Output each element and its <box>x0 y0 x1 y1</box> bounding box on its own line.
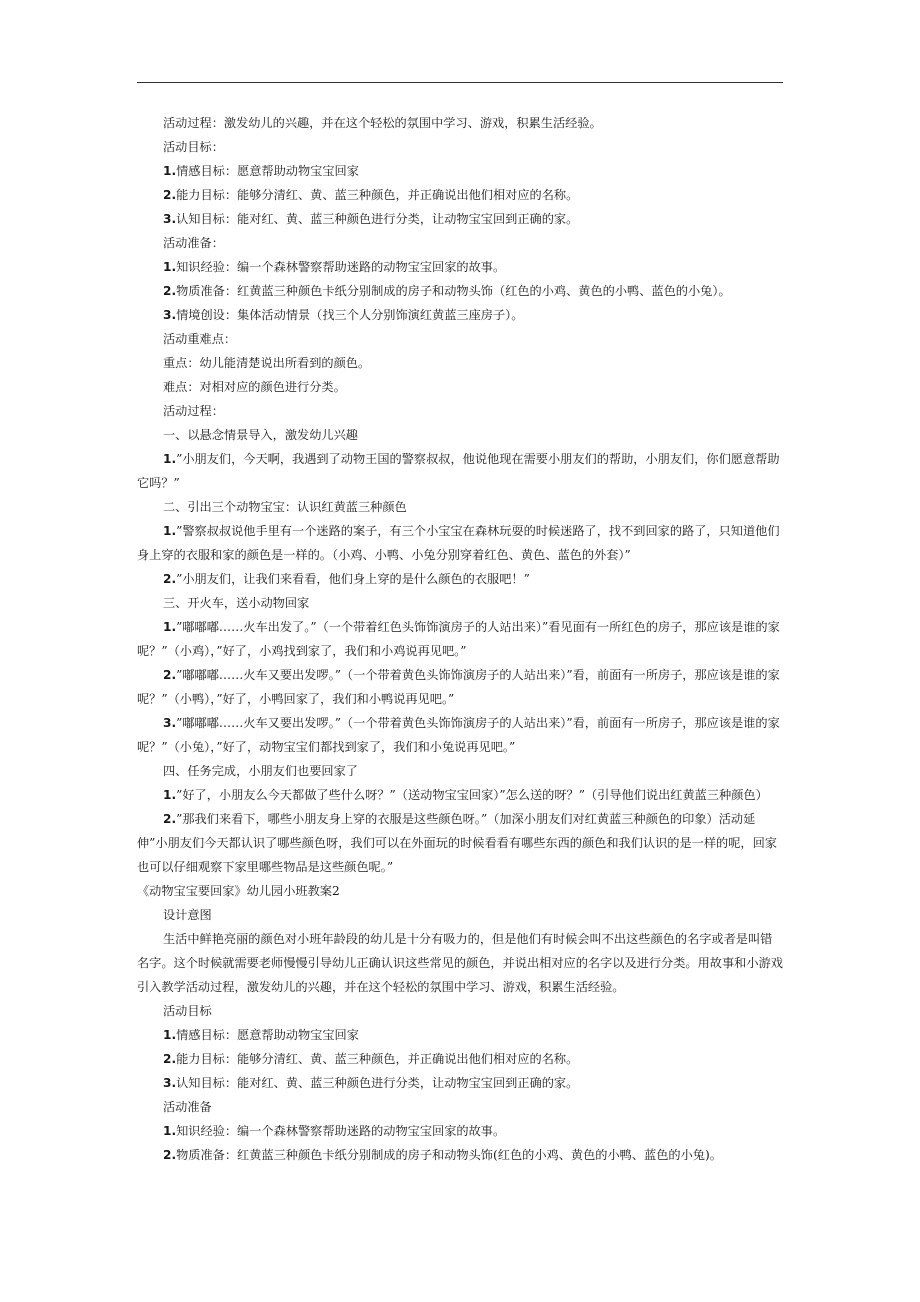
paragraph-text: 情感目标：愿意帮助动物宝宝回家 <box>176 164 359 178</box>
paragraph-text: 难点：对相对应的颜色进行分类。 <box>163 380 346 394</box>
paragraph <box>137 783 783 807</box>
paragraph-text: ”小朋友们，今天啊，我遇到了动物王国的警察叔叔，他说他现在需要小朋友们的帮助，小朋友们，你们愿意帮助它吗？” <box>137 452 780 490</box>
list-number: 1. <box>163 524 177 538</box>
list-number: 1. <box>163 452 177 466</box>
list-number: 1. <box>163 260 177 274</box>
paragraph <box>137 351 783 375</box>
list-number: 2. <box>163 1148 177 1162</box>
paragraph <box>137 567 783 591</box>
document-body <box>137 111 783 1167</box>
paragraph-text: 认知目标：能对红、黄、蓝三种颜色进行分类，让动物宝宝回到正确的家。 <box>176 1076 579 1090</box>
paragraph <box>137 591 783 615</box>
paragraph-text: 活动目标 <box>163 1004 212 1018</box>
paragraph <box>137 255 783 279</box>
list-number: 2. <box>163 572 177 586</box>
paragraph-text: 活动准备 <box>163 1100 212 1114</box>
list-number: 3. <box>163 1076 177 1090</box>
paragraph-text: 三、开火车，送小动物回家 <box>163 596 310 610</box>
paragraph-text: 活动过程：激发幼儿的兴趣，并在这个轻松的氛围中学习、游戏，积累生活经验。 <box>163 116 602 130</box>
paragraph <box>137 135 783 159</box>
paragraph <box>137 759 783 783</box>
paragraph-text: ”小朋友们，让我们来看看，他们身上穿的是什么颜色的衣服吧！” <box>176 572 530 586</box>
paragraph-text: ”好了，小朋友么今天都做了些什么呀？”（送动物宝宝回家）”怎么送的呀？”（引导他们说出红黄蓝三种颜色） <box>176 788 768 802</box>
paragraph <box>137 159 783 183</box>
paragraph <box>137 1119 783 1143</box>
paragraph-text: ”嘟嘟嘟……火车出发了。”（一个带着红色头饰饰演房子的人站出来）”看见面有一所红色的房子，那应该是谁的家呢？”（小鸡），”好了，小鸡找到家了，我们和小鸡说再见吧。” <box>137 620 780 658</box>
paragraph-text: 二、引出三个动物宝宝：认识红黄蓝三种颜色 <box>163 500 407 514</box>
paragraph <box>137 1047 783 1071</box>
paragraph <box>137 327 783 351</box>
paragraph <box>137 1095 783 1119</box>
list-number: 2. <box>163 188 177 202</box>
paragraph <box>137 207 783 231</box>
paragraph <box>137 807 783 879</box>
list-number: 2. <box>163 284 177 298</box>
paragraph <box>137 519 783 567</box>
paragraph <box>137 903 783 927</box>
paragraph <box>137 231 783 255</box>
paragraph-text: 能力目标：能够分清红、黄、蓝三种颜色，并正确说出他们相对应的名称。 <box>176 1052 579 1066</box>
paragraph-text: 物质准备：红黄蓝三种颜色卡纸分别制成的房子和动物头饰(红色的小鸡、黄色的小鸭、蓝色的小兔)。 <box>176 1148 722 1162</box>
paragraph-text: ”那我们来看下，哪些小朋友身上穿的衣服是这些颜色呀。”（加深小朋友们对红黄蓝三种颜色的印象）活动延伸”小朋友们今天都认识了哪些颜色呀，我们可以在外面玩的时候看看有哪些东西的颜色和我们认识的是一样的呢，回家也可以仔细观察下家里哪些物品是这些颜色呢。” <box>137 812 777 874</box>
paragraph <box>137 279 783 303</box>
paragraph-text: ”嘟嘟嘟……火车又要出发啰。”（一个带着黄色头饰饰演房子的人站出来）”看，前面有一所房子，那应该是谁的家呢？”（小鸭），”好了，小鸭回家了，我们和小鸭说再见吧。” <box>137 668 780 706</box>
list-number: 1. <box>163 788 177 802</box>
paragraph-text: 情境创设：集体活动情景（找三个人分别饰演红黄蓝三座房子）。 <box>176 308 524 322</box>
paragraph-text: 能力目标：能够分清红、黄、蓝三种颜色，并正确说出他们相对应的名称。 <box>176 188 579 202</box>
list-number: 2. <box>163 812 177 826</box>
paragraph <box>137 711 783 759</box>
list-number: 2. <box>163 668 177 682</box>
paragraph-text: 活动过程： <box>163 404 224 418</box>
paragraph <box>137 399 783 423</box>
list-number: 2. <box>163 1052 177 1066</box>
paragraph <box>137 423 783 447</box>
paragraph-text: ”嘟嘟嘟……火车又要出发啰。”（一个带着黄色头饰饰演房子的人站出来）”看，前面有一所房子，那应该是谁的家呢？”（小兔），”好了，动物宝宝们都找到家了，我们和小兔说再见吧。” <box>137 716 780 754</box>
paragraph <box>137 495 783 519</box>
paragraph <box>137 999 783 1023</box>
paragraph-text: 生活中鲜艳亮丽的颜色对小班年龄段的幼儿是十分有吸力的，但是他们有时候会叫不出这些颜色的名字或者是叫错名字。这个时候就需要老师慢慢引导幼儿正确认识这些常见的颜色，并说出相对应的名字以及进行分类。用故事和小游戏引入教学活动过程，激发幼儿的兴趣，并在这个轻松的氛围中学习、游戏，积累生活经验。 <box>137 932 783 994</box>
header-rule <box>137 82 783 83</box>
paragraph <box>137 1023 783 1047</box>
paragraph-text: 活动目标： <box>163 140 224 154</box>
paragraph-text: 知识经验：编一个森林警察帮助迷路的动物宝宝回家的故事。 <box>176 1124 506 1138</box>
paragraph-text: 知识经验：编一个森林警察帮助迷路的动物宝宝回家的故事。 <box>176 260 506 274</box>
paragraph-text: 重点：幼儿能清楚说出所看到的颜色。 <box>163 356 371 370</box>
list-number: 3. <box>163 308 177 322</box>
paragraph <box>137 303 783 327</box>
paragraph-text: 四、任务完成，小朋友们也要回家了 <box>163 764 358 778</box>
list-number: 1. <box>163 1124 177 1138</box>
list-number: 1. <box>163 1028 177 1042</box>
paragraph <box>137 111 783 135</box>
paragraph-text: 活动准备： <box>163 236 224 250</box>
list-number: 3. <box>163 716 177 730</box>
paragraph <box>137 1071 783 1095</box>
paragraph <box>137 927 783 999</box>
paragraph-text: 活动重难点： <box>163 332 237 346</box>
paragraph <box>137 1143 783 1167</box>
paragraph <box>137 663 783 711</box>
paragraph-text: 设计意图 <box>163 908 212 922</box>
paragraph-text: ”警察叔叔说他手里有一个迷路的案子，有三个小宝宝在森林玩耍的时候迷路了，找不到回家的路了，只知道他们身上穿的衣服和家的颜色是一样的。（小鸡、小鸭、小兔分别穿着红色、黄色、蓝色的外套）” <box>137 524 780 562</box>
paragraph <box>137 447 783 495</box>
paragraph <box>137 615 783 663</box>
paragraph-text: 情感目标：愿意帮助动物宝宝回家 <box>176 1028 359 1042</box>
list-number: 1. <box>163 620 177 634</box>
paragraph <box>137 879 783 903</box>
paragraph <box>137 375 783 399</box>
paragraph-text: 《动物宝宝要回家》幼儿园小班教案2 <box>137 884 340 898</box>
list-number: 3. <box>163 212 177 226</box>
list-number: 1. <box>163 164 177 178</box>
paragraph-text: 一、以悬念情景导入，激发幼儿兴趣 <box>163 428 358 442</box>
paragraph-text: 认知目标：能对红、黄、蓝三种颜色进行分类，让动物宝宝回到正确的家。 <box>176 212 579 226</box>
paragraph-text: 物质准备：红黄蓝三种颜色卡纸分别制成的房子和动物头饰（红色的小鸡、黄色的小鸭、蓝色的小兔）。 <box>176 284 731 298</box>
paragraph <box>137 183 783 207</box>
